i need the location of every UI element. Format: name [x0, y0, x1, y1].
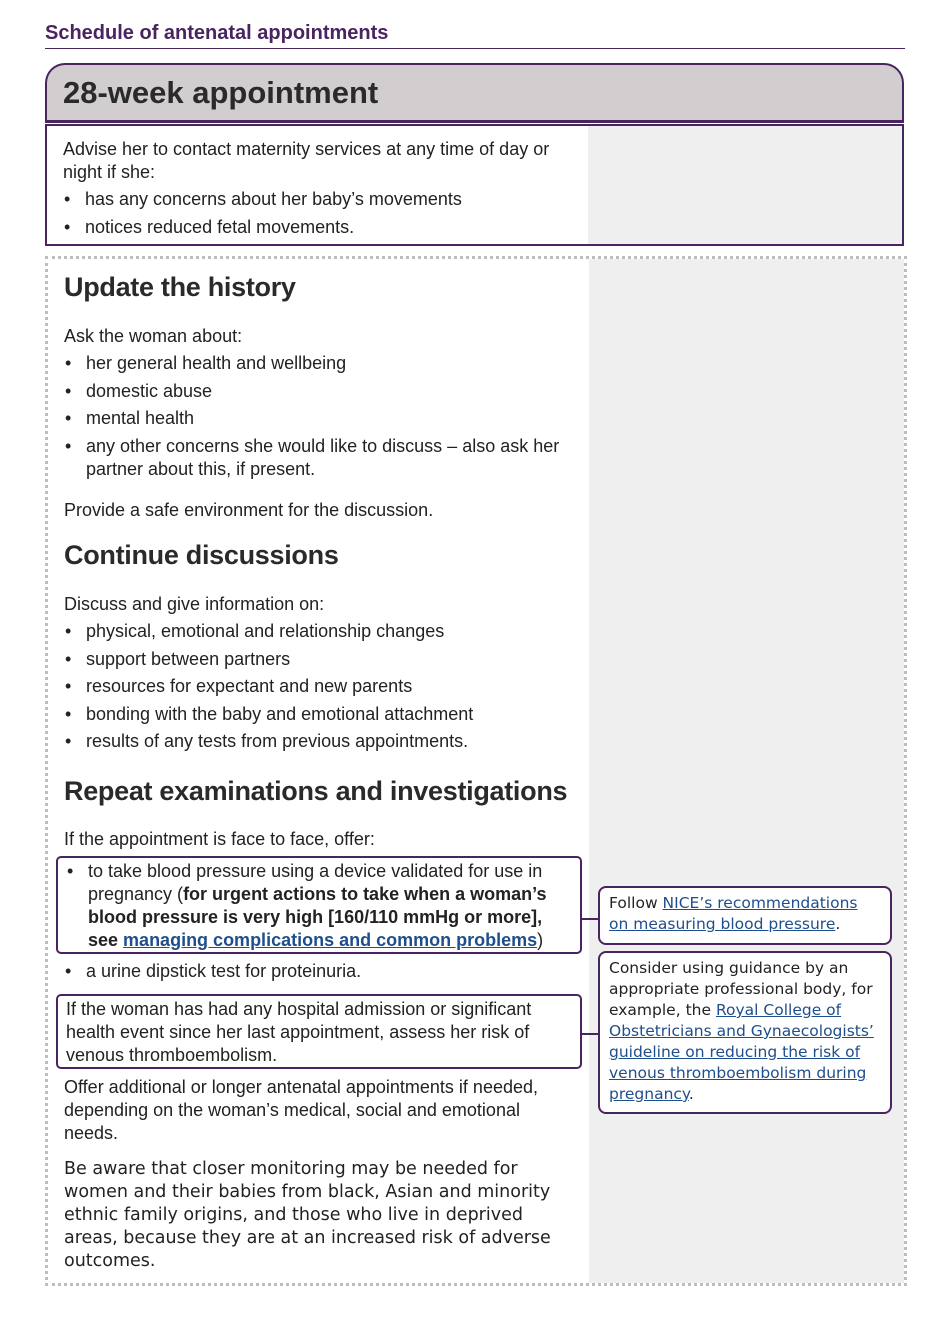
discussions-item: • physical, emotional and relationship changes	[64, 620, 564, 643]
history-item: • domestic abuse	[64, 380, 564, 403]
history-heading: Update the history	[64, 272, 296, 302]
history-item: • any other concerns she would like to discuss – also ask her partner about this, if present.	[64, 435, 564, 481]
urine-item: • a urine dipstick test for proteinuria.	[64, 960, 564, 983]
bp-note-suffix: .	[835, 915, 841, 933]
additional-appointments-text: Offer additional or longer antenatal appointments if needed, depending on the woman’s medical, social and emotional needs.	[64, 1077, 538, 1143]
vte-guidance-note	[598, 951, 892, 1114]
discussions-heading: Continue discussions	[64, 540, 339, 570]
discussions-item: • bonding with the baby and emotional attachment	[64, 703, 564, 726]
vte-text: If the woman has had any hospital admission or significant health event since her last appointment, assess her risk of venous thromboembolism.	[66, 999, 532, 1065]
vte-box	[56, 994, 582, 1069]
advice-item: • has any concerns about her baby’s movements	[63, 188, 563, 211]
advice-intro: Advise her to contact maternity services at any time of day or night if she:	[63, 139, 550, 182]
discussions-item: • support between partners	[64, 648, 564, 671]
vte-connector	[580, 1033, 600, 1035]
bp-bold-text: for urgent actions to take when a woman’s blood pressure is very high [160/110 mmHg or more], see	[88, 884, 547, 950]
side-panel	[589, 259, 904, 1283]
rcog-vte-link[interactable]: Royal College of Obstetricians and Gynaecologists’ guideline on reducing the risk of venous thromboembolism during pregnancy	[609, 1001, 874, 1103]
advice-item: • notices reduced fetal movements.	[63, 216, 563, 239]
history-intro: Ask the woman about:	[64, 326, 243, 346]
running-head: Schedule of antenatal appointments	[45, 20, 905, 49]
nice-bp-link[interactable]: NICE’s recommendations on measuring blood pressure	[609, 894, 858, 933]
bp-connector	[580, 918, 600, 920]
complications-link[interactable]: managing complications and common problems	[123, 930, 538, 950]
vte-note-suffix: .	[688, 1085, 694, 1103]
discussions-item: • results of any tests from previous appointments.	[64, 730, 564, 753]
exams-intro: If the appointment is face to face, offer:	[64, 829, 375, 849]
exams-heading: Repeat examinations and investigations	[64, 776, 568, 806]
side-panel	[588, 126, 902, 244]
blood-pressure-item	[66, 860, 561, 952]
bp-close: )	[537, 930, 544, 950]
main-content-box	[45, 256, 907, 1286]
vte-note-prefix: Consider using guidance by an appropriate professional body, for example, the	[609, 959, 873, 1019]
discussions-intro: Discuss and give information on:	[64, 594, 325, 614]
history-closing: Provide a safe environment for the discussion.	[64, 500, 434, 520]
contact-advice-box	[45, 124, 904, 246]
discussions-item: • resources for expectant and new parents	[64, 675, 564, 698]
bp-guidance-note	[598, 886, 892, 945]
bp-note-prefix: Follow	[609, 894, 663, 912]
history-item: • her general health and wellbeing	[64, 352, 564, 375]
bp-text: to take blood pressure using a device validated for use in pregnancy (	[88, 861, 543, 904]
closer-monitoring-text: Be aware that closer monitoring may be needed for women and their babies from black, Asian and minority ethnic family origins, and those who live in deprived areas, because they are at an increased risk of adverse outcomes.	[64, 1159, 551, 1271]
blood-pressure-box	[56, 856, 582, 954]
history-item: • mental health	[64, 407, 564, 430]
page-title: 28-week appointment	[63, 75, 379, 110]
appointment-title-bar	[45, 63, 904, 123]
